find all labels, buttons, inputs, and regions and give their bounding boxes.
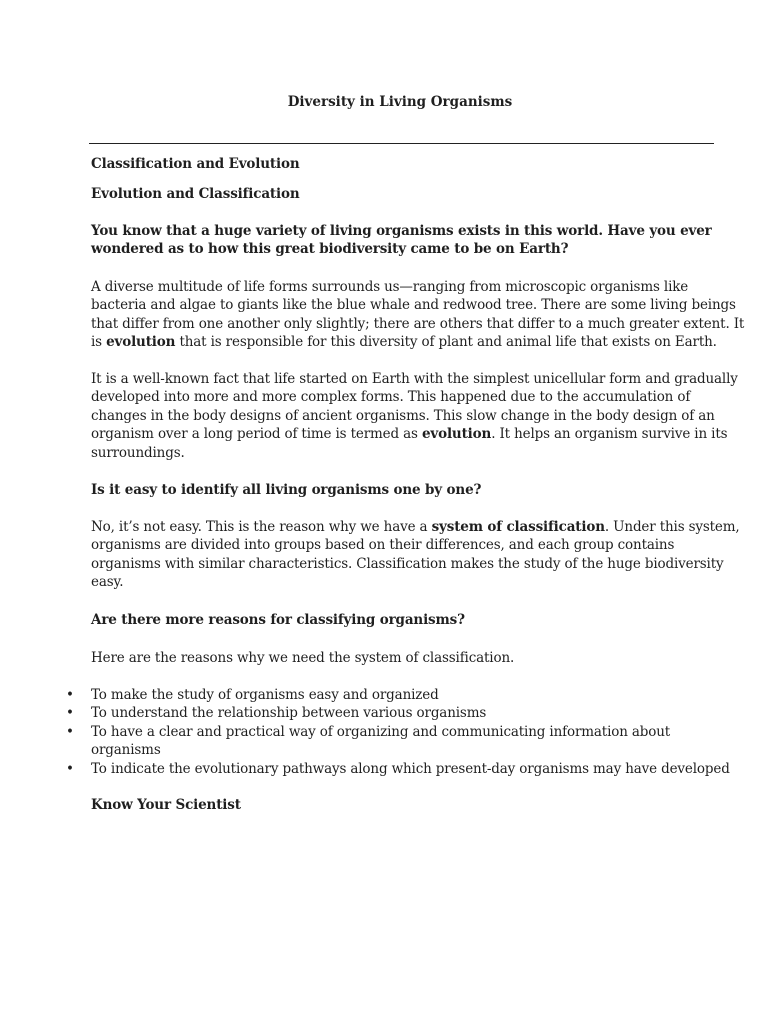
list-item-text: To make the study of organisms easy and organized — [91, 687, 439, 703]
section-heading-know-your-scientist: Know Your Scientist — [91, 797, 241, 813]
horizontal-rule — [89, 143, 714, 144]
bullet-icon: • — [66, 687, 74, 703]
list-item-text: To indicate the evolutionary pathways along which present-day organisms may have developed — [91, 760, 730, 777]
bold-term-system-of-classification: system of classification — [431, 519, 605, 535]
list-item-text: To understand the relationship between various organisms — [91, 705, 487, 722]
paragraph-text: that is responsible for this diversity of plant and animal life that exists on Earth. — [175, 334, 717, 351]
intro-question — [91, 222, 716, 259]
intro-question-line-1: You know that a huge variety of living organisms exists in this world. Have you ever — [91, 223, 712, 239]
page-title: Diversity in Living Organisms — [287, 94, 513, 110]
paragraph-line: developed into more and more complex forms. This happened due to the accumulation of — [91, 389, 691, 406]
paragraph-line: surroundings. — [91, 444, 185, 461]
paragraph-system-of-classification — [91, 518, 740, 592]
list-item — [0, 704, 768, 722]
bullet-icon: • — [66, 705, 74, 722]
paragraph-line: organisms with similar characteristics. Classification makes the study of the huge biodiversity — [91, 555, 724, 572]
paragraph-line: A diverse multitude of life forms surrounds us—ranging from microscopic organisms like — [91, 279, 689, 295]
paragraph-line: bacteria and algae to giants like the blue whale and redwood tree. There are some living beings — [91, 297, 736, 314]
bullet-icon: • — [66, 723, 74, 740]
paragraph-text: is — [91, 334, 107, 351]
paragraph-line — [91, 425, 728, 443]
paragraph-text: . Under this system, — [604, 519, 740, 535]
intro-question-line-2: wondered as to how this great biodiversity came to be on Earth? — [91, 241, 569, 258]
reasons-list — [0, 686, 768, 778]
paragraph-line: organisms are divided into groups based on their differences, and each group contains — [91, 537, 675, 554]
paragraph-line — [91, 518, 740, 536]
list-item-text: organisms — [91, 742, 161, 759]
paragraph-text: . It helps an organism survive in its — [491, 426, 728, 443]
question-identify-organisms: Is it easy to identify all living organisms one by one? — [91, 482, 482, 498]
section-heading-evolution-and-classification: Evolution and Classification — [91, 186, 300, 202]
paragraph-text: No, it’s not easy. This is the reason why we have a — [91, 519, 432, 535]
list-item — [0, 723, 768, 760]
list-item — [0, 686, 768, 704]
paragraph-line: It is a well-known fact that life started on Earth with the simplest unicellular form and gradually — [91, 371, 738, 387]
bullet-icon: • — [66, 760, 74, 777]
paragraph-line: that differ from one another only slightly; there are others that differ to a much greater extent. It — [91, 315, 745, 332]
paragraph-reasons-intro: Here are the reasons why we need the system of classification. — [91, 650, 515, 666]
paragraph-line: easy. — [91, 574, 124, 591]
list-item — [0, 760, 768, 778]
question-more-reasons: Are there more reasons for classifying organisms? — [91, 612, 465, 628]
bold-term-evolution: evolution — [421, 426, 492, 443]
paragraph-line — [91, 333, 716, 351]
section-heading-classification-and-evolution: Classification and Evolution — [91, 156, 300, 172]
paragraph-evolution — [91, 370, 738, 462]
bold-term-evolution: evolution — [106, 334, 176, 351]
paragraph-line: changes in the body designs of ancient organisms. This slow change in the body design of an — [91, 407, 715, 424]
paragraph-text: organism over a long period of time is termed as — [91, 426, 422, 443]
list-item-text: To have a clear and practical way of organizing and communicating information about — [91, 723, 671, 740]
paragraph-biodiversity — [91, 278, 745, 352]
